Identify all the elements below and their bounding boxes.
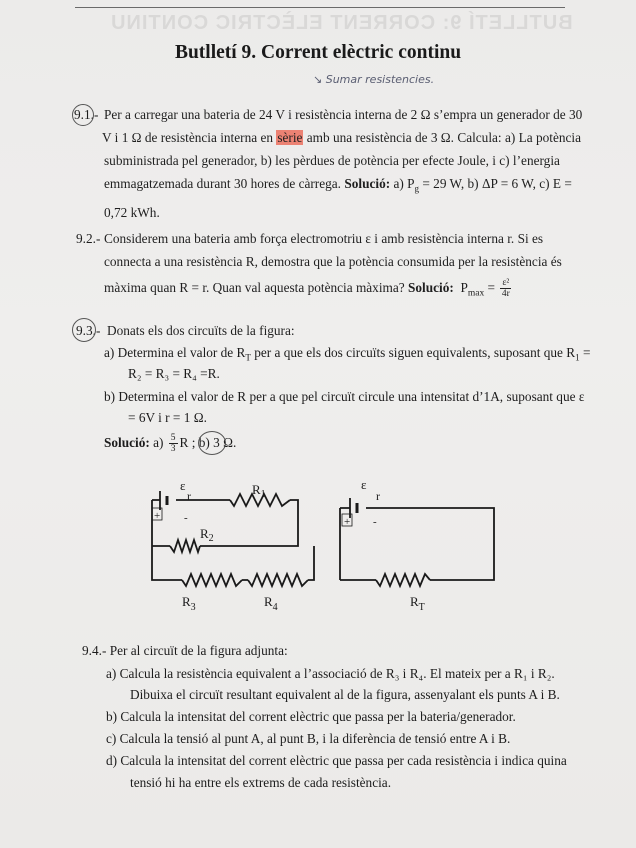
exercise-9-3-number: 9.3.- xyxy=(76,323,101,338)
ex2-solution-label: Solució: xyxy=(408,280,454,295)
ex1-line4-sub: g xyxy=(414,183,420,194)
ex3-sol-fn: 5 xyxy=(170,433,176,444)
label-r4 xyxy=(264,594,278,613)
ex3-sol-a: a) xyxy=(149,435,167,450)
resistor-r3 xyxy=(182,574,242,586)
ex1-line4-a: emmagatzemada durant 30 hores de càrrega. xyxy=(104,176,345,191)
label-r3-main: R xyxy=(182,594,191,609)
resistor-r2 xyxy=(170,540,200,552)
ex2-line3-a: màxima quan R = r. Quan val aquesta potència màxima? xyxy=(104,280,408,295)
pen-circle-answer xyxy=(198,431,226,455)
pen-circle-9-3 xyxy=(72,318,96,342)
ex3-solution-label: Solució: xyxy=(104,435,150,450)
ex4-item-b: b) Calcula la intensitat del corrent elèctric que passa per la bateria/generador. xyxy=(106,709,516,724)
ex2-line2: connecta a una resistència R, demostra que la potència consumida per la resistència és xyxy=(104,254,562,269)
exercise-9-1-number: 9.1.- xyxy=(74,107,99,122)
ex3-sol-b: R ; b) 3 Ω. xyxy=(179,435,237,450)
left-wire-bottom xyxy=(152,500,314,580)
ex1-line4-b: a) P xyxy=(390,176,415,191)
resistor-r4 xyxy=(248,574,308,586)
ex3-line1: Donats els dos circuïts de la figura: xyxy=(107,323,295,338)
ex2-line3 xyxy=(104,276,574,306)
ex1-line5: 0,72 kWh. xyxy=(104,204,160,220)
left-minus-label: - xyxy=(184,512,188,524)
bleed-through-text: BUTLLETÍ 9: CORRENT ELÈCTRIC CONTINU xyxy=(110,12,573,34)
ex4-item-c: c) Calcula la tensió al punt A, al punt B, i la diferència de tensió entre A i B. xyxy=(106,731,511,746)
label-r1-sub: 1 xyxy=(260,489,266,500)
left-wire-top xyxy=(152,500,298,546)
ex3-sol-fraction xyxy=(169,433,178,454)
ex1-line2 xyxy=(102,126,581,149)
ex3-item-b-line1: b) Determina el valor de R per a que pel circuït circule una intensitat d’1A, suposant que ε xyxy=(104,389,585,404)
pen-circle-9-1 xyxy=(72,104,94,126)
label-rt xyxy=(410,594,425,613)
ex3-item-b-line2: = 6V i r = 1 Ω. xyxy=(128,410,207,425)
ex2-fraction xyxy=(500,278,511,299)
exercise-9-2 xyxy=(104,227,574,306)
right-emf-label: ε xyxy=(361,478,367,492)
ex3-sol-fd: 3 xyxy=(170,444,176,455)
ex2-line1: Considerem una bateria amb força electromotriu ε i amb resistència interna r. Si es xyxy=(104,231,544,246)
handwritten-note: ↘ Sumar resistencies. xyxy=(313,73,435,86)
ex2-fraction-num: ε² xyxy=(502,278,510,289)
exercise-9-4-heading xyxy=(82,640,288,661)
highlighted-word: sèrie xyxy=(277,130,303,145)
label-r2-sub: 2 xyxy=(208,533,214,544)
exercise-9-1 xyxy=(102,103,583,224)
handwritten-note-text: Sumar resistencies. xyxy=(325,73,435,86)
label-rt-main: R xyxy=(410,594,419,609)
ex4-item-a-line1: a) Calcula la resistència equivalent a l’associació de R₃ i R₄. El mateix per a R₁ i R₂. xyxy=(106,666,555,681)
ex4-item-a-line2: Dibuixa el circuït resultant equivalent al de la figura, assenyalant els punts A i B. xyxy=(130,687,560,702)
label-r2 xyxy=(200,526,214,544)
ex2-formula-p: P xyxy=(460,280,468,295)
ex2-formula-sub: max xyxy=(467,288,485,299)
ex3-a-a: a) Determina el valor de R xyxy=(104,345,246,360)
ex2-formula-eq: = xyxy=(484,280,499,295)
exercise-9-4-number: 9.4.- xyxy=(82,643,107,658)
label-rt-sub: T xyxy=(418,602,425,613)
ex1-solution-label: Solució: xyxy=(344,176,391,191)
label-r1-main: R xyxy=(252,482,261,497)
ex3-a-sub2: 1 xyxy=(575,352,580,363)
ex3-a-b: per a que els dos circuïts siguen equivalents, suposant que R xyxy=(250,345,576,360)
label-r3 xyxy=(182,594,196,613)
ex1-line2-b: amb una resistència de 3 Ω. Calcula: a) La potència xyxy=(303,130,581,145)
header-rule xyxy=(75,7,565,8)
page-title: Butlletí 9. Corrent elèctric continu xyxy=(174,42,462,63)
left-plus-label: + xyxy=(154,510,161,522)
ex4-line1: Per al circuït de la figura adjunta: xyxy=(109,643,288,658)
exercise-9-2-number: 9.2.- xyxy=(76,231,101,246)
circuit-figure xyxy=(140,478,510,618)
resistor-rt xyxy=(376,574,430,586)
right-circuit xyxy=(340,498,494,586)
label-r3-sub: 3 xyxy=(190,602,196,613)
exercise-9-3-intro xyxy=(107,319,577,342)
right-plus-label: + xyxy=(344,516,351,528)
ex4-item-d-line1: d) Calcula la intensitat del corrent elèctric que passa per cada resistència i indica quina xyxy=(106,753,567,768)
right-wire xyxy=(340,508,494,580)
ex1-line2-a: V i 1 Ω de resistència interna en xyxy=(102,130,277,145)
left-r-label: r xyxy=(187,489,191,503)
ex3-a-c: = xyxy=(579,345,591,360)
ex1-line3: subministrada pel generador, b) les pèrdues de potència per efecte Joule, i c) l’energia xyxy=(104,153,560,168)
right-r-label: r xyxy=(376,489,380,503)
right-minus-label: - xyxy=(373,516,377,528)
left-emf-label: ε xyxy=(180,478,186,493)
label-r4-sub: 4 xyxy=(272,602,278,613)
ex1-line1: Per a carregar una bateria de 24 V i resistència interna de 2 Ω s’empra un generador de 30 xyxy=(104,107,583,122)
ex3-a-sub: T xyxy=(245,352,251,363)
ex4-item-d-line2: tensió hi ha entre els extrems de cada resistència. xyxy=(130,775,392,790)
label-r2-main: R xyxy=(200,526,209,541)
left-circuit xyxy=(152,491,314,586)
ex2-fraction-den: 4r xyxy=(501,289,510,300)
label-r4-main: R xyxy=(264,594,273,609)
ex3-item-a-line2: R₂ = R₃ = R₄ =R. xyxy=(128,366,220,381)
ex1-line4-c: = 29 W, b) ΔP = 6 W, c) E = xyxy=(419,176,572,191)
ex1-line4 xyxy=(104,172,574,201)
